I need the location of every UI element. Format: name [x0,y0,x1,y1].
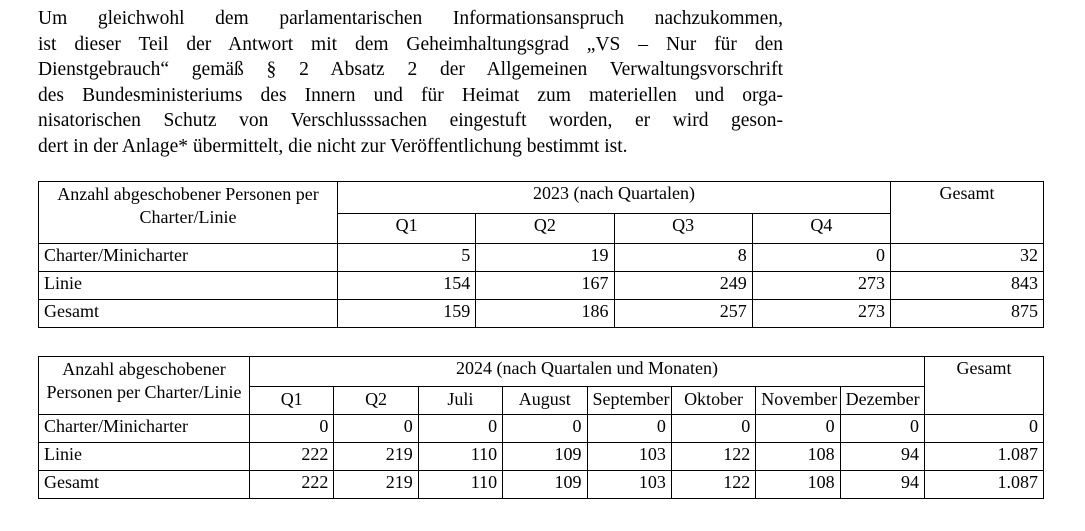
paragraph-line: dert in der Anlage* übermittelt, die nicht zur Veröffentlichung bestimmt ist. [38,135,628,157]
cell-total: 1.087 [925,471,1044,499]
cell-value: 186 [476,300,614,328]
column-header-q2-2024: Q2 [334,387,418,415]
cell-value: 167 [476,272,614,300]
row-label: Linie [39,443,250,471]
cell-value: 5 [338,244,476,272]
column-header-q2-2023: Q2 [476,214,614,244]
cell-value: 0 [503,415,587,443]
cell-value: 122 [671,443,755,471]
column-header-q1-2023: Q1 [338,214,476,244]
cell-value: 0 [752,244,890,272]
paragraph-line: des Bundesministeriums des Innern und für Heimat zum materiellen und orga- [38,84,783,106]
cell-value: 219 [334,471,418,499]
group-header-2023: 2023 (nach Quartalen) [338,182,891,214]
row-label: Charter/Minicharter [39,244,338,272]
cell-value: 222 [250,471,334,499]
cell-value: 108 [756,471,840,499]
paragraph-line: ist dieser Teil der Antwort mit dem Geheimhaltungsgrad „VS – Nur für den [38,33,783,55]
column-header-q1-2024: Q1 [250,387,334,415]
column-header-oktober-2024: Oktober [671,387,755,415]
cell-value: 0 [587,415,671,443]
cell-total: 0 [925,415,1044,443]
row-header-label-2024: Anzahl abgeschobener Personen per Charter/Linie [39,357,250,415]
table-row [39,300,1044,328]
cell-value: 94 [840,471,924,499]
cell-value: 94 [840,443,924,471]
cell-value: 109 [503,471,587,499]
column-header-november-2024: November [756,387,840,415]
column-header-august-2024: August [503,387,587,415]
cell-value: 110 [418,471,502,499]
cell-value: 273 [752,300,890,328]
cell-value: 0 [756,415,840,443]
column-header-q3-2023: Q3 [614,214,752,244]
table-row [39,471,1044,499]
cell-value: 273 [752,272,890,300]
paragraph-line: Um gleichwohl dem parlamentarischen Informationsanspruch nachzukommen, [38,8,783,29]
cell-value: 154 [338,272,476,300]
table-row [39,182,1044,214]
row-label: Gesamt [39,471,250,499]
cell-total: 32 [891,244,1044,272]
body-paragraph [38,6,783,159]
row-header-label-2023: Anzahl abgeschobener Personen per Charter/Linie [39,182,338,244]
cell-total: 843 [891,272,1044,300]
cell-value: 257 [614,300,752,328]
cell-value: 0 [418,415,502,443]
table-2023-wrapper [38,181,1044,328]
column-header-dezember-2024: Dezember [840,387,924,415]
table-row [39,272,1044,300]
cell-value: 122 [671,471,755,499]
cell-value: 0 [671,415,755,443]
table-row [39,415,1044,443]
table-row [39,357,1044,387]
cell-value: 103 [587,443,671,471]
cell-value: 108 [756,443,840,471]
table-2024 [38,356,1044,499]
cell-total: 1.087 [925,443,1044,471]
row-label: Gesamt [39,300,338,328]
paragraph-line: nisatorischen Schutz von Verschlusssachen eingestuft worden, er wird geson- [38,110,783,131]
paragraph-line: Dienstgebrauch“ gemäß § 2 Absatz 2 der Allgemeinen Verwaltungsvorschrift [38,59,783,80]
total-header-2023: Gesamt [891,182,1044,244]
table-2024-wrapper [38,356,1044,499]
column-header-september-2024: September [587,387,671,415]
row-label: Linie [39,272,338,300]
cell-value: 8 [614,244,752,272]
column-header-q4-2023: Q4 [752,214,890,244]
group-header-2024: 2024 (nach Quartalen und Monaten) [250,357,925,387]
table-2023 [38,181,1044,328]
cell-value: 222 [250,443,334,471]
cell-value: 110 [418,443,502,471]
column-header-juli-2024: Juli [418,387,502,415]
cell-value: 103 [587,471,671,499]
cell-value: 159 [338,300,476,328]
cell-value: 0 [334,415,418,443]
row-label: Charter/Minicharter [39,415,250,443]
table-row [39,244,1044,272]
total-header-2024: Gesamt [925,357,1044,415]
cell-value: 0 [840,415,924,443]
cell-total: 875 [891,300,1044,328]
cell-value: 19 [476,244,614,272]
cell-value: 219 [334,443,418,471]
cell-value: 109 [503,443,587,471]
table-row [39,443,1044,471]
cell-value: 0 [250,415,334,443]
cell-value: 249 [614,272,752,300]
